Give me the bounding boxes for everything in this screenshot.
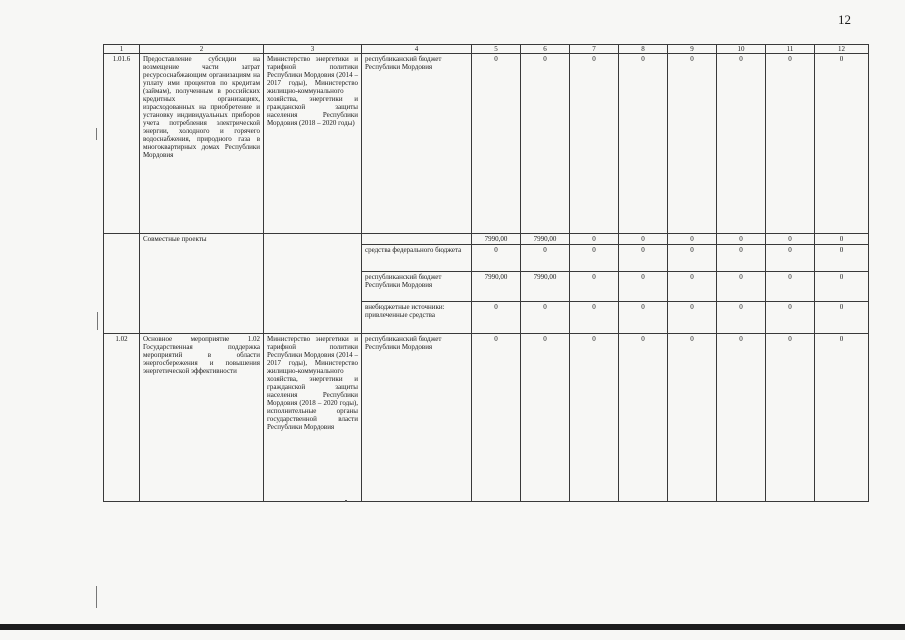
- value-cell: 0: [472, 54, 521, 234]
- measure-name: Предоставление субсидии на возмещение части затрат ресурсоснабжающим организациям на уплату ими процентов по кредитам (займам), полученным в российских кредитных организациях, израсходованных на приобретение и установку индивидуальных приборов учета потребления электрической энергии, холодного и горячего водоснабжения, природного газа в многоквартирных домах Республики Мордовия: [140, 54, 264, 234]
- value-cell: 0: [570, 302, 619, 334]
- value-cell: 0: [766, 245, 815, 272]
- value-cell: 0: [521, 302, 570, 334]
- value-cell: 0: [717, 54, 766, 234]
- column-header: 11: [766, 45, 815, 54]
- value-cell: 0: [766, 234, 815, 245]
- row-code: 1.01.6: [104, 54, 140, 234]
- value-cell: 0: [717, 272, 766, 302]
- value-cell: 0: [668, 302, 717, 334]
- column-header: 12: [815, 45, 869, 54]
- value-cell: 0: [815, 302, 869, 334]
- value-cell: 0: [717, 334, 766, 502]
- value-cell: 0: [619, 234, 668, 245]
- value-cell: 0: [619, 302, 668, 334]
- value-cell: 7990,00: [472, 272, 521, 302]
- measure-name: Основное мероприятие 1.02 Государственная поддержка мероприятий в области энергосбережения и повышения энергетической эффективности: [140, 334, 264, 502]
- table-row: [104, 334, 869, 502]
- value-cell: 0: [619, 54, 668, 234]
- funding-source: [362, 234, 472, 245]
- value-cell: 0: [766, 272, 815, 302]
- value-cell: 0: [570, 272, 619, 302]
- value-cell: 0: [619, 245, 668, 272]
- value-cell: 0: [570, 234, 619, 245]
- funding-source: средства федерального бюджета: [362, 245, 472, 272]
- value-cell: 0: [521, 54, 570, 234]
- value-cell: 0: [668, 54, 717, 234]
- value-cell: 0: [570, 334, 619, 502]
- scan-artifact: [96, 586, 97, 608]
- funding-source: внебюджетные источники: привлеченные средства: [362, 302, 472, 334]
- table-row: [104, 54, 869, 234]
- empty-cell: [264, 234, 362, 334]
- budget-table: [103, 44, 869, 502]
- funding-source: республиканский бюджет Республики Мордовия: [362, 334, 472, 502]
- measure-name: Совместные проекты: [140, 234, 264, 334]
- column-header: 8: [619, 45, 668, 54]
- column-header: 9: [668, 45, 717, 54]
- value-cell: 7990,00: [521, 234, 570, 245]
- value-cell: 0: [668, 234, 717, 245]
- value-cell: 0: [668, 334, 717, 502]
- column-header: 10: [717, 45, 766, 54]
- table-header-row: [104, 45, 869, 54]
- value-cell: 0: [521, 245, 570, 272]
- value-cell: 0: [472, 334, 521, 502]
- value-cell: 0: [717, 302, 766, 334]
- scan-artifact: [96, 128, 97, 140]
- column-header: 6: [521, 45, 570, 54]
- column-header: 2: [140, 45, 264, 54]
- value-cell: 0: [472, 302, 521, 334]
- value-cell: 0: [472, 245, 521, 272]
- column-header: 1: [104, 45, 140, 54]
- value-cell: 0: [570, 245, 619, 272]
- column-header: 5: [472, 45, 521, 54]
- value-cell: 0: [766, 54, 815, 234]
- column-header: 3: [264, 45, 362, 54]
- funding-source: республиканский бюджет Республики Мордовия: [362, 272, 472, 302]
- column-header: 4: [362, 45, 472, 54]
- scan-artifact: [97, 312, 98, 330]
- value-cell: 0: [668, 272, 717, 302]
- value-cell: 0: [619, 334, 668, 502]
- funding-source: республиканский бюджет Республики Мордовия: [362, 54, 472, 234]
- value-cell: 0: [815, 245, 869, 272]
- value-cell: 0: [766, 334, 815, 502]
- value-cell: 7990,00: [472, 234, 521, 245]
- table-row: [104, 234, 869, 245]
- value-cell: 7990,00: [521, 272, 570, 302]
- value-cell: 0: [815, 334, 869, 502]
- value-cell: 0: [717, 245, 766, 272]
- executor-cell: Министерство энергетики и тарифной политики Республики Мордовия (2014 – 2017 годы), Министерство жилищно-коммунального хозяйства, энергетики и гражданской защиты населения Республики Мордовия (2018 – 2020 годы): [264, 54, 362, 234]
- page-number: 12: [838, 12, 851, 27]
- value-cell: 0: [815, 54, 869, 234]
- executor-cell: Министерство энергетики и тарифной политики Республики Мордовия (2014 – 2017 годы), Министерство жилищно-коммунального хозяйства, энергетики и гражданской защиты населения Республики Мордовия (2018 – 2020 годы), исполнительные органы государственной власти Республики Мордовия: [264, 334, 362, 502]
- value-cell: 0: [619, 272, 668, 302]
- value-cell: 0: [668, 245, 717, 272]
- value-cell: 0: [521, 334, 570, 502]
- row-code: 1.02: [104, 334, 140, 502]
- value-cell: 0: [717, 234, 766, 245]
- value-cell: 0: [570, 54, 619, 234]
- value-cell: 0: [815, 234, 869, 245]
- scan-artifact: [345, 500, 347, 502]
- value-cell: 0: [815, 272, 869, 302]
- column-header: 7: [570, 45, 619, 54]
- empty-cell: [104, 234, 140, 334]
- value-cell: 0: [766, 302, 815, 334]
- page-bottom-edge: [0, 624, 905, 630]
